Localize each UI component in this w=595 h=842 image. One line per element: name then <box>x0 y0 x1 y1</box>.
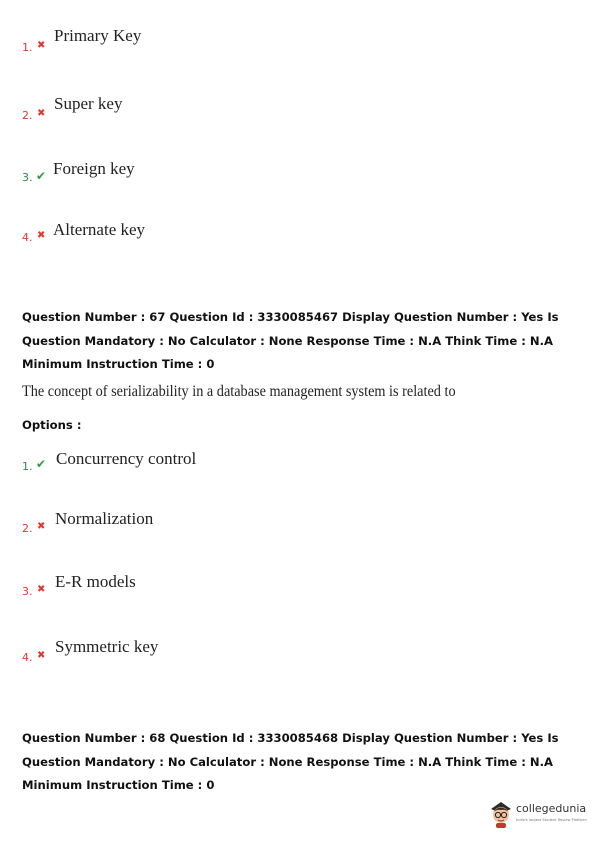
option-item <box>0 26 595 54</box>
question-meta: Question Number : 68 Question Id : 3330085468 Display Question Number : Yes Is Question Mandatory : No Calculator : None Response Time : N.A Think Time : N.A Minimum Instruction Time : 0 <box>22 731 559 792</box>
option-text: Foreign key <box>53 159 135 178</box>
option-text: Symmetric key <box>55 637 159 656</box>
correct-check-icon: ✔ <box>36 169 47 183</box>
option-text: Primary Key <box>54 26 142 45</box>
option-text: Concurrency control <box>56 449 197 468</box>
option-item <box>0 94 595 122</box>
question-text: The concept of serializability in a database management system is related to <box>22 383 456 400</box>
incorrect-mark-icon: ✖ <box>37 650 46 661</box>
incorrect-mark-icon: ✖ <box>37 40 46 51</box>
option-item <box>0 220 595 244</box>
option-item <box>0 572 595 596</box>
option-text: E-R models <box>55 572 136 591</box>
option-item <box>0 637 595 664</box>
option-number: 3. <box>22 171 33 184</box>
logo-wordmark: collegedunia <box>516 802 587 815</box>
option-number: 1. <box>22 41 33 54</box>
student-mascot-icon <box>488 799 514 829</box>
incorrect-mark-icon: ✖ <box>37 584 46 595</box>
option-item <box>0 159 595 183</box>
option-text: Alternate key <box>53 220 146 239</box>
option-text: Super key <box>54 94 123 113</box>
option-number: 2. <box>22 109 33 122</box>
options-label: Options : <box>22 418 82 432</box>
option-item <box>0 509 595 533</box>
option-number: 4. <box>22 651 33 664</box>
option-number: 1. <box>22 460 33 473</box>
option-number: 3. <box>22 585 33 598</box>
option-text: Normalization <box>55 509 154 528</box>
correct-check-icon: ✔ <box>36 457 47 471</box>
question-meta: Question Number : 67 Question Id : 3330085467 Display Question Number : Yes Is Question Mandatory : No Calculator : None Response Time : N.A Think Time : N.A Minimum Instruction Time : 0 <box>22 310 559 371</box>
incorrect-mark-icon: ✖ <box>37 521 46 532</box>
option-number: 4. <box>22 231 33 244</box>
option-number: 2. <box>22 522 33 535</box>
incorrect-mark-icon: ✖ <box>37 108 46 119</box>
incorrect-mark-icon: ✖ <box>37 230 46 241</box>
collegedunia-logo <box>488 799 588 831</box>
option-item <box>0 449 595 473</box>
logo-tagline: India's largest Student Review Platform <box>516 818 587 822</box>
